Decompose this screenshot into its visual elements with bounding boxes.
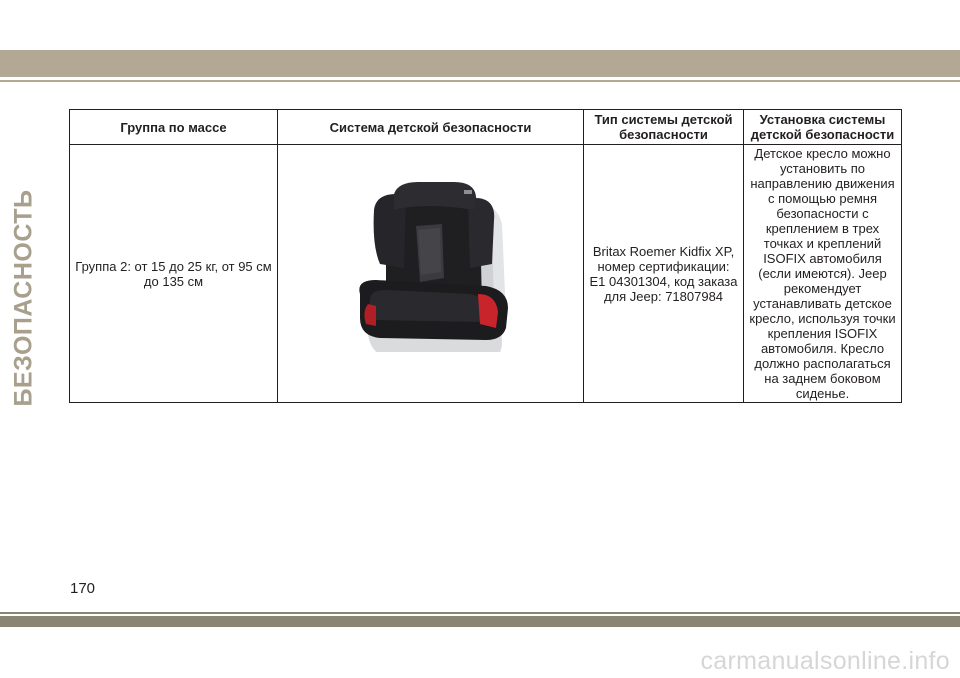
child-seat-image xyxy=(346,176,516,372)
cell-installation: Детское кресло можно установить по направлению движения с помощью ремня безопасности с креплением в трех точках и креплений ISOFIX автомобиля (если имеются). Jeep рекомендует устанавливать детское кресло, используя точки крепления ISOFIX автомобиля. Кресло должно располагаться на заднем боковом сиденье. xyxy=(744,145,902,403)
child-seat-table xyxy=(69,109,902,403)
header-safety-system: Система детской безопасности xyxy=(278,110,584,145)
bottom-footer-rule xyxy=(0,612,960,614)
header-system-type: Тип системы детской безопасности xyxy=(584,110,744,145)
watermark: carmanualsonline.info xyxy=(700,647,950,675)
page-number: 170 xyxy=(70,580,96,597)
table-row xyxy=(70,145,902,403)
top-header-band xyxy=(0,50,960,77)
cell-seat-image xyxy=(278,145,584,403)
section-side-title: БЕЗОПАСНОСТЬ xyxy=(9,189,38,407)
top-header-rule xyxy=(0,80,960,82)
bottom-footer-band xyxy=(0,616,960,627)
header-installation: Установка системы детской безопасности xyxy=(744,110,902,145)
cell-weight-group: Группа 2: от 15 до 25 кг, от 95 см до 135 см xyxy=(70,145,278,403)
cell-system-type: Britax Roemer Kidfix XP, номер сертификации: E1 04301304, код заказа для Jeep: 71807984 xyxy=(584,145,744,403)
table-header-row xyxy=(70,110,902,145)
header-weight-group: Группа по массе xyxy=(70,110,278,145)
